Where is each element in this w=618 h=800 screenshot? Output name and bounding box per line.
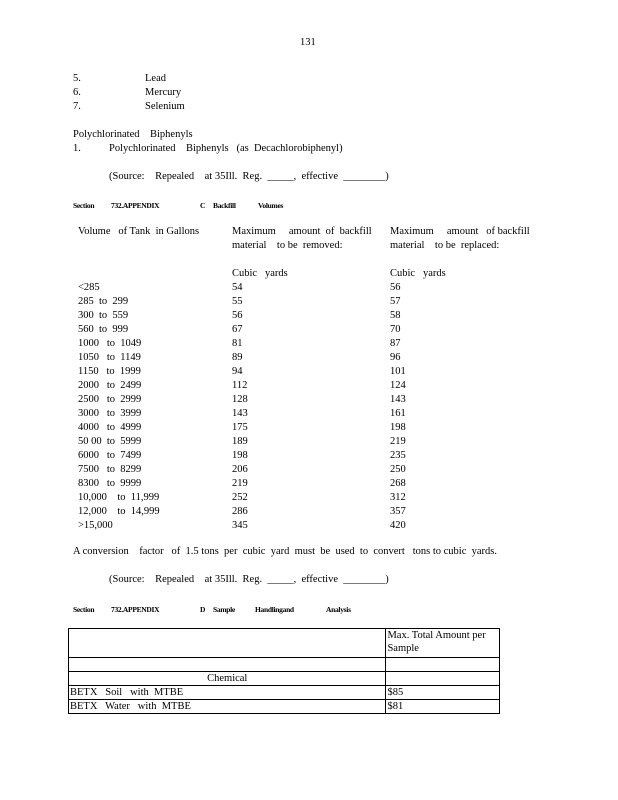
replaced-cell: 124 [390,380,406,391]
replaced-cell: 57 [390,296,401,307]
volume-cell: 285 to 299 [78,296,129,307]
table-row [0,407,618,421]
replaced-cell: 420 [390,520,406,531]
table-row [0,281,618,295]
table-cell [69,629,386,658]
replaced-cell: 357 [390,506,406,517]
table-row [0,505,618,519]
removed-cell: 54 [232,282,243,293]
replaced-cell: 312 [390,492,406,503]
replaced-cell: 198 [390,422,406,433]
table-row [0,463,618,477]
removed-cell: 198 [232,450,248,461]
table-row [0,519,618,533]
removed-cell: 94 [232,366,243,377]
section-label: Section [73,605,95,614]
volume-cell: 2000 to 2499 [78,380,142,391]
section-number: 732.APPENDIX [111,201,160,210]
table-row [0,295,618,309]
volume-cell: 8300 to 9999 [78,478,142,489]
replaced-cell: 268 [390,478,406,489]
volume-cell: 1050 to 1149 [78,352,141,363]
table-row [0,477,618,491]
table-row [0,309,618,323]
appendix-title-word: Sample [213,605,235,614]
chemical-cell: BETX Soil with MTBE [69,686,386,700]
removed-cell: 128 [232,394,248,405]
volume-cell: >15,000 [78,520,113,531]
column-header-replaced: Maximum amount of backfill [390,226,530,237]
appendix-title-word: Handlingand [255,605,294,614]
section-number: 732.APPENDIX [111,605,160,614]
table-row [0,379,618,393]
volume-cell: 50 00 to 5999 [78,436,142,447]
replaced-cell: 161 [390,408,406,419]
replaced-cell: 70 [390,324,401,335]
removed-cell: 55 [232,296,243,307]
replaced-cell: 235 [390,450,406,461]
volume-cell: 560 to 999 [78,324,129,335]
volume-cell: 2500 to 2999 [78,394,142,405]
volume-cell: 4000 to 4999 [78,422,142,433]
table-row [0,449,618,463]
volume-cell: 300 to 559 [78,310,129,321]
appendix-letter: D [200,605,206,614]
list-item: Lead [145,73,166,84]
replaced-cell: 58 [390,310,401,321]
replaced-cell: 96 [390,352,401,363]
volume-cell: <285 [78,282,100,293]
replaced-cell: 101 [390,366,406,377]
column-header-removed: Maximum amount of backfill [232,226,372,237]
table-cell [386,672,500,686]
list-number: 7. [73,101,81,112]
list-item: Mercury [145,87,182,98]
volume-cell: 12,000 to 14,999 [78,506,160,517]
removed-cell: 89 [232,352,243,363]
removed-cell: 219 [232,478,248,489]
volume-cell: 1150 to 1999 [78,366,141,377]
replaced-cell: 219 [390,436,406,447]
removed-cell: 189 [232,436,248,447]
table-row [0,491,618,505]
column-header-replaced: material to be replaced: [390,240,500,251]
removed-cell: 206 [232,464,248,475]
volume-cell: 7500 to 8299 [78,464,142,475]
amount-cell: $85 [386,686,500,700]
appendix-letter: C [200,201,206,210]
sample-table [68,628,500,714]
header-chemical: Chemical [69,672,386,686]
replaced-cell: 56 [390,282,401,293]
pcb-item-number: 1. [73,143,81,154]
chemical-cell: BETX Water with MTBE [69,700,386,714]
table-row [0,337,618,351]
removed-cell: 286 [232,506,248,517]
unit-label: Cubic yards [390,268,446,279]
removed-cell: 56 [232,310,243,321]
section-label: Section [73,201,95,210]
list-number: 6. [73,87,81,98]
appendix-title-word: Analysis [326,605,351,614]
removed-cell: 345 [232,520,248,531]
pcb-heading: Polychlorinated Biphenyls [73,129,193,140]
table-row [0,435,618,449]
removed-cell: 112 [232,380,248,391]
replaced-cell: 250 [390,464,406,475]
table-cell [386,658,500,672]
page-number: 131 [300,37,316,48]
pcb-item: Polychlorinated Biphenyls (as Decachlorobiphenyl) [109,143,343,154]
table-cell [69,658,386,672]
removed-cell: 67 [232,324,243,335]
removed-cell: 81 [232,338,243,349]
removed-cell: 143 [232,408,248,419]
amount-cell: $81 [386,700,500,714]
replaced-cell: 87 [390,338,401,349]
list-item: Selenium [145,101,185,112]
volume-cell: 1000 to 1049 [78,338,142,349]
appendix-title-word: Volumes [258,201,284,210]
table-row [0,365,618,379]
conversion-note: A conversion factor of 1.5 tons per cubic yard must be used to convert tons to cubic yards. [73,546,497,557]
header-amount: Max. Total Amount per Sample [386,629,500,658]
table-row [0,323,618,337]
table-row [0,421,618,435]
source-note: (Source: Repealed at 35Ill. Reg. _____, effective ________) [109,574,389,585]
volume-cell: 10,000 to 11,999 [78,492,160,503]
appendix-title-word: Backfill [213,201,236,210]
replaced-cell: 143 [390,394,406,405]
source-note: (Source: Repealed at 35Ill. Reg. _____, effective ________) [109,171,389,182]
volume-cell: 3000 to 3999 [78,408,142,419]
list-number: 5. [73,73,81,84]
removed-cell: 175 [232,422,248,433]
table-row [0,393,618,407]
table-row [0,351,618,365]
volume-cell: 6000 to 7499 [78,450,142,461]
unit-label: Cubic yards [232,268,288,279]
removed-cell: 252 [232,492,248,503]
column-header-removed: material to be removed: [232,240,343,251]
column-header-volume: Volume of Tank in Gallons [78,226,200,237]
